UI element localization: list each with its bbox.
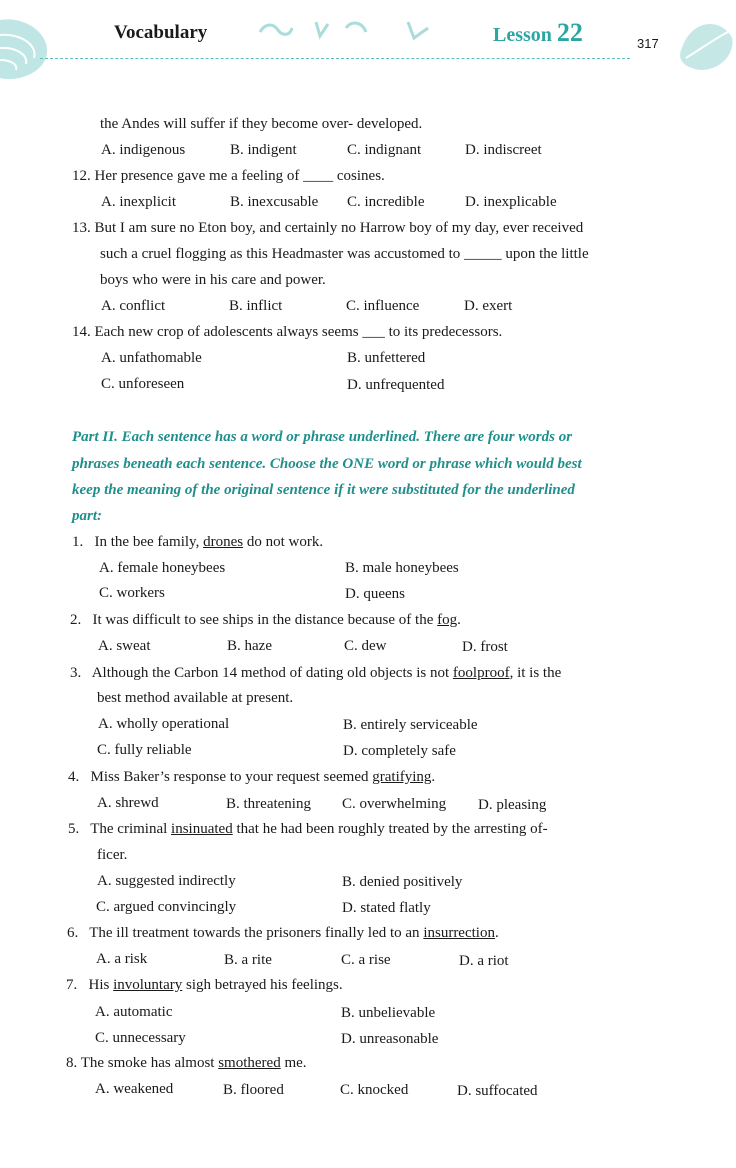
- question-8: [66, 1054, 307, 1072]
- q11-option-b: B. indigent: [230, 142, 297, 158]
- q3-underlined-word: foolproof: [452, 665, 510, 681]
- q1-text-end: do not work.: [246, 534, 324, 550]
- q4-text-end: .: [431, 769, 436, 785]
- q14-option-c: C. unforeseen: [101, 376, 185, 392]
- part2-instruction-line-2: phrases beneath each sentence. Choose the ONE word or phrase which would best: [72, 456, 582, 472]
- q4-text: Miss Baker’s response to your request seemed: [90, 769, 369, 785]
- q3-continuation: best method available at present.: [97, 690, 294, 706]
- q13-blank: _____: [464, 246, 502, 262]
- q12-option-c: C. incredible: [347, 194, 425, 210]
- q5-option-c: C. argued convincingly: [96, 899, 237, 915]
- q13-line3: boys who were in his care and power.: [100, 272, 326, 288]
- lesson-label: Lesson: [493, 24, 552, 46]
- q2-option-a: A. sweat: [98, 638, 151, 654]
- q3-option-d: D. completely safe: [343, 743, 456, 759]
- q3-option-a: A. wholly operational: [98, 716, 230, 732]
- q6-text-end: .: [494, 925, 499, 941]
- q11-option-d: D. indiscreet: [465, 142, 542, 158]
- q2-text: It was difficult to see ships in the distance because of the: [92, 612, 434, 628]
- leaf-decoration-icon: [672, 18, 736, 78]
- q1-option-a: A. female honeybees: [99, 560, 226, 576]
- q12-option-b: B. inexcusable: [230, 194, 319, 210]
- q5-text: The criminal: [90, 821, 168, 837]
- q12-text-end: cosines.: [336, 168, 385, 184]
- q5-option-b: B. denied positively: [342, 874, 463, 890]
- question-11-continuation: the Andes will suffer if they become over- developed.: [100, 116, 423, 132]
- q5-text-end: that he had been roughly treated by the arresting of-: [236, 821, 548, 837]
- q13-number: 13.: [72, 220, 91, 236]
- q7-option-a: A. automatic: [95, 1004, 173, 1020]
- q4-option-c: C. overwhelming: [342, 796, 447, 812]
- q14-text-end: to its predecessors.: [388, 324, 503, 340]
- q7-option-c: C. unnecessary: [95, 1030, 186, 1046]
- q6-number: 6.: [67, 925, 79, 941]
- q6-option-d: D. a riot: [459, 953, 509, 969]
- q2-text-end: .: [457, 612, 461, 628]
- q4-option-d: D. pleasing: [478, 797, 547, 813]
- q1-option-c: C. workers: [99, 585, 165, 601]
- question-1: [72, 533, 323, 551]
- q14-text: Each new crop of adolescents always seems: [94, 324, 359, 340]
- q13-line1: But I am sure no Eton boy, and certainly no Harrow boy of my day, ever received: [94, 220, 584, 236]
- question-5: [68, 820, 548, 838]
- q6-text: The ill treatment towards the prisoners finally led to an: [89, 925, 420, 941]
- part2-instruction-line-3: keep the meaning of the original sentence if it were substituted for the underlined: [72, 482, 575, 498]
- q1-underlined-word: drones: [203, 534, 244, 550]
- q8-option-d: D. suffocated: [457, 1083, 538, 1099]
- question-2: [70, 611, 461, 629]
- q5-option-a: A. suggested indirectly: [97, 873, 236, 889]
- q5-continuation: ficer.: [97, 847, 128, 863]
- q6-option-c: C. a rise: [341, 952, 391, 968]
- q6-option-b: B. a rite: [224, 952, 272, 968]
- q13-line2-text: such a cruel flogging as this Headmaster was accustomed to: [100, 246, 461, 262]
- q7-option-b: B. unbelievable: [341, 1005, 436, 1021]
- q14-option-b: B. unfettered: [347, 350, 426, 366]
- q13-option-b: B. inflict: [229, 298, 283, 314]
- q3-text-end: , it is the: [509, 665, 562, 681]
- q2-option-d: D. frost: [462, 639, 508, 655]
- q14-option-d: D. unfrequented: [347, 377, 445, 393]
- q12-text: Her presence gave me a feeling of: [94, 168, 300, 184]
- lesson-title: [493, 18, 583, 48]
- q7-underlined-word: involuntary: [113, 977, 183, 993]
- q2-underlined-word: fog: [437, 612, 458, 628]
- question-4: [68, 768, 435, 786]
- q11-option-a: A. indigenous: [101, 142, 186, 158]
- q2-option-b: B. haze: [227, 638, 272, 654]
- question-13: [72, 219, 583, 237]
- question-12: [72, 167, 385, 185]
- q8-text: The smoke has almost: [80, 1055, 215, 1071]
- q12-blank: ____: [303, 168, 334, 184]
- q3-option-b: B. entirely serviceable: [343, 717, 478, 733]
- q7-number: 7.: [66, 977, 78, 993]
- q1-option-b: B. male honeybees: [345, 560, 459, 576]
- q13-option-c: C. influence: [346, 298, 420, 314]
- q8-option-c: C. knocked: [340, 1082, 409, 1098]
- q7-text: His: [88, 977, 110, 993]
- q13-option-a: A. conflict: [101, 298, 166, 314]
- q8-option-b: B. floored: [223, 1082, 284, 1098]
- q13-line2-end: upon the little: [505, 246, 589, 262]
- q3-option-c: C. fully reliable: [97, 742, 192, 758]
- header-divider: [40, 58, 630, 59]
- q5-underlined-word: insinuated: [171, 821, 233, 837]
- part2-instruction-line-1: Part II. Each sentence has a word or phrase underlined. There are four words or: [72, 429, 573, 445]
- question-7: [66, 976, 343, 994]
- q1-text: In the bee family,: [94, 534, 200, 550]
- q5-number: 5.: [68, 821, 80, 837]
- q7-text-end: sigh betrayed his feelings.: [186, 977, 343, 993]
- q14-option-a: A. unfathomable: [101, 350, 202, 366]
- section-title: Vocabulary: [114, 22, 208, 43]
- q2-number: 2.: [70, 612, 82, 628]
- q12-number: 12.: [72, 168, 91, 184]
- q12-option-d: D. inexplicable: [465, 194, 557, 210]
- wave-decoration-icon: [258, 16, 458, 46]
- part2-instruction-line-4: part:: [72, 508, 102, 524]
- q8-text-end: me.: [284, 1055, 307, 1071]
- q13-line2: [100, 245, 589, 263]
- q2-option-c: C. dew: [344, 638, 387, 654]
- question-6: [67, 924, 499, 942]
- q8-number: 8.: [66, 1055, 78, 1071]
- q8-underlined-word: smothered: [218, 1055, 281, 1071]
- q3-text: Although the Carbon 14 method of dating old objects is not: [91, 665, 450, 681]
- q6-option-a: A. a risk: [96, 951, 148, 967]
- q1-number: 1.: [72, 534, 84, 550]
- q8-option-a: A. weakened: [95, 1081, 174, 1097]
- q4-option-b: B. threatening: [226, 796, 311, 812]
- q5-option-d: D. stated flatly: [342, 900, 431, 916]
- q1-option-d: D. queens: [345, 586, 405, 602]
- q4-option-a: A. shrewd: [97, 795, 159, 811]
- q4-number: 4.: [68, 769, 80, 785]
- q6-underlined-word: insurrection: [423, 925, 495, 941]
- q12-option-a: A. inexplicit: [101, 194, 176, 210]
- q7-option-d: D. unreasonable: [341, 1031, 439, 1047]
- question-3: [70, 664, 561, 682]
- shell-decoration-icon: [0, 0, 60, 90]
- lesson-number: 22: [556, 18, 583, 47]
- q4-underlined-word: gratifying: [372, 769, 432, 785]
- q3-number: 3.: [70, 665, 82, 681]
- q11-option-c: C. indignant: [347, 142, 422, 158]
- page-number: 317: [637, 36, 659, 51]
- q14-blank: ___: [362, 324, 385, 340]
- q14-number: 14.: [72, 324, 91, 340]
- question-14: [72, 323, 502, 341]
- q13-option-d: D. exert: [464, 298, 513, 314]
